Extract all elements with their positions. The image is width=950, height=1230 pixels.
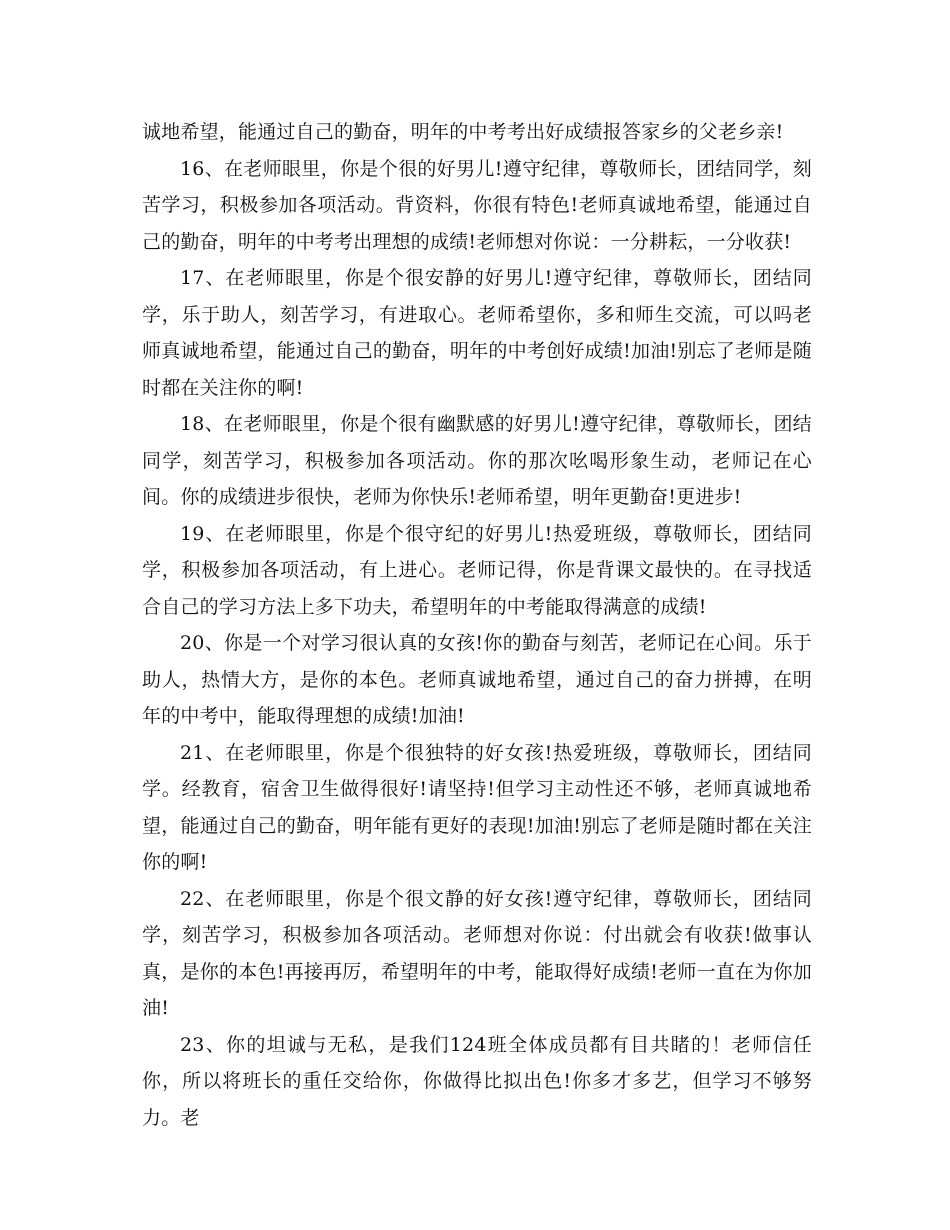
paragraph-continuation: 诚地希望，能通过自己的勤奋，明年的中考考出好成绩报答家乡的父老乡亲! — [142, 121, 784, 143]
paragraph-comment-18: 18、在老师眼里，你是个很有幽默感的好男儿!遵守纪律，尊敬师长，团结同学，刻苦学习，积极参加各项活动。你的那次吆喝形象生动，老师记在心间。你的成绩进步很快，老师为你快乐!老师希望，明年更勤奋!更进步! — [142, 413, 812, 508]
paragraph-comment-17: 17、在老师眼里，你是个很安静的好男儿!遵守纪律，尊敬师长，团结同学，乐于助人，刻苦学习，有进取心。老师希望你，多和师生交流，可以吗老师真诚地希望，能通过自己的勤奋，明年的中考创好成绩!加油!别忘了老师是随时都在关注你的啊! — [142, 267, 812, 399]
paragraph-comment-22: 22、在老师眼里，你是个很文静的好女孩!遵守纪律，尊敬师长，团结同学，刻苦学习，积极参加各项活动。老师想对你说：付出就会有收获!做事认真，是你的本色!再接再厉，希望明年的中考，能取得好成绩!老师一直在为你加油! — [142, 887, 812, 1019]
paragraph-comment-21: 21、在老师眼里，你是个很独特的好女孩!热爱班级，尊敬师长，团结同学。经教育，宿舍卫生做得很好!请坚持!但学习主动性还不够，老师真诚地希望，能通过自己的勤奋，明年能有更好的表现!加油!别忘了老师是随时都在关注你的啊! — [142, 741, 812, 873]
paragraph-comment-16: 16、在老师眼里，你是个很的好男儿!遵守纪律，尊敬师长，团结同学，刻苦学习，积极参加各项活动。背资料，你很有特色!老师真诚地希望，能通过自己的勤奋，明年的中考考出理想的成绩!老师想对你说：一分耕耘，一分收获! — [142, 157, 812, 253]
document-body — [142, 114, 812, 1136]
paragraph-comment-19: 19、在老师眼里，你是个很守纪的好男儿!热爱班级，尊敬师长，团结同学，积极参加各项活动，有上进心。老师记得，你是背课文最快的。在寻找适合自己的学习方法上多下功夫，希望明年的中考能取得满意的成绩! — [142, 522, 812, 618]
paragraph-comment-23: 23、你的坦诚与无私，是我们124班全体成员都有目共睹的！老师信任你，所以将班长的重任交给你，你做得比拟出色!你多才多艺，但学习不够努力。老 — [142, 1033, 812, 1129]
paragraph-comment-20: 20、你是一个对学习很认真的女孩!你的勤奋与刻苦，老师记在心间。乐于助人，热情大方，是你的本色。老师真诚地希望，通过自己的奋力拼搏，在明年的中考中，能取得理想的成绩!加油! — [142, 632, 812, 727]
